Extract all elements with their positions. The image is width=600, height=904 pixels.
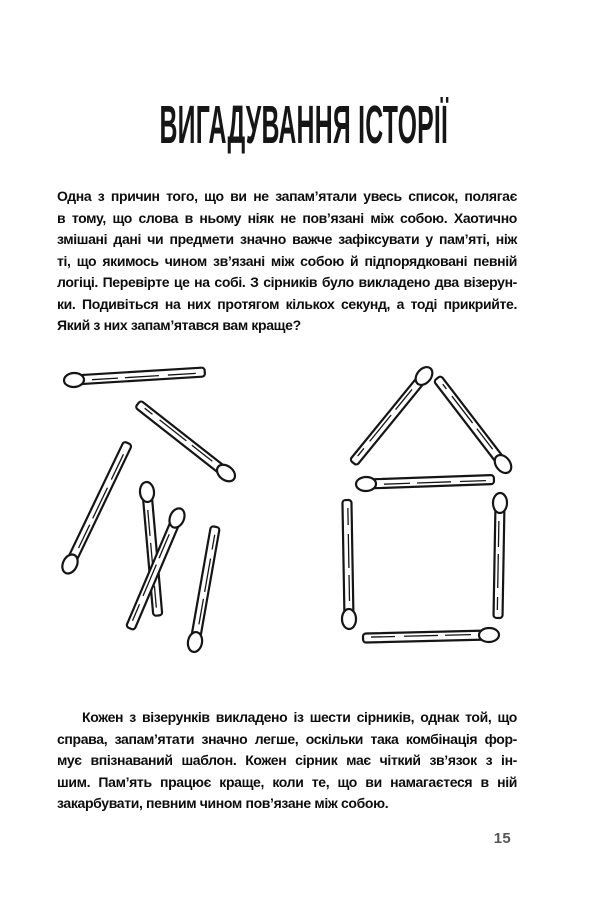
text-line: логіці. Перевірте це на собі. З сірників було викладено два візерун-: [57, 274, 517, 291]
text-line: справа, запам’ятати значно легше, оскільки така комбінація фор-: [57, 730, 517, 747]
matchstick: [134, 398, 239, 484]
house-matches-figure: [340, 364, 515, 645]
text-line: Одна з причин того, що ви не запам’ятали увесь список, полягає: [57, 188, 517, 204]
matchstick-head: [64, 372, 85, 387]
matchstick-stick: [191, 526, 220, 641]
matchstick: [356, 473, 494, 492]
matchstick-head: [186, 631, 203, 653]
matchstick-head: [139, 481, 155, 502]
matchstick: [64, 365, 206, 388]
matchstick-head: [493, 493, 507, 513]
matchstick: [59, 440, 134, 576]
matchstick: [340, 500, 356, 629]
matchstick: [186, 526, 222, 654]
text-line: в тому, що слова в ньому ніяк не пов’язані між собою. Хаотично: [57, 209, 517, 226]
text-line: закарбувати, певним чином пов’язане між собою.: [57, 795, 389, 812]
chapter-title-wrap: [0, 94, 600, 156]
matchstick-head: [356, 477, 376, 492]
matchstick-head: [479, 628, 499, 642]
matchstick: [491, 493, 507, 618]
chapter-title: ВИГАДУВАННЯ ІСТОРІЇ: [159, 95, 449, 155]
matchstick-stick: [368, 475, 494, 488]
matchstick: [363, 628, 499, 645]
matchstick-stick: [434, 376, 506, 466]
matchstick-head: [342, 609, 356, 629]
text-line: змішані дані чи предмети значно важче зафіксувати у пам’яті, ніж: [57, 231, 517, 248]
matchstick: [432, 374, 515, 476]
matchstick: [348, 364, 436, 467]
page-number: 15: [493, 830, 511, 847]
scattered-matches-figure: [59, 365, 238, 653]
intro-paragraph: [57, 186, 517, 337]
closing-paragraph: [57, 707, 517, 815]
matchstick-stick: [76, 368, 205, 385]
matchstick-stick: [67, 441, 132, 564]
text-line: Який з них запам’ятався вам краще?: [57, 317, 301, 334]
text-line: Кожен з візерунків викладено із шести сірників, однак той, що: [82, 709, 517, 725]
text-line: мує впізнаваний шаблон. Кожен сірник має чіткий зв’язок з ін-: [57, 752, 517, 769]
matchstick-grain-line: [78, 451, 125, 548]
matchstick-illustration: [0, 350, 600, 670]
text-line: ки. Подивіться на них протягом кількох секунд, а тоді прикрийте.: [57, 295, 517, 312]
text-line: шим. Пам’ять працює краще, коли те, що ви намагаєтеся в ній: [57, 773, 517, 790]
text-line: ті, що якимось чином зв’язані між собою й підпорядковані певній: [57, 252, 517, 269]
